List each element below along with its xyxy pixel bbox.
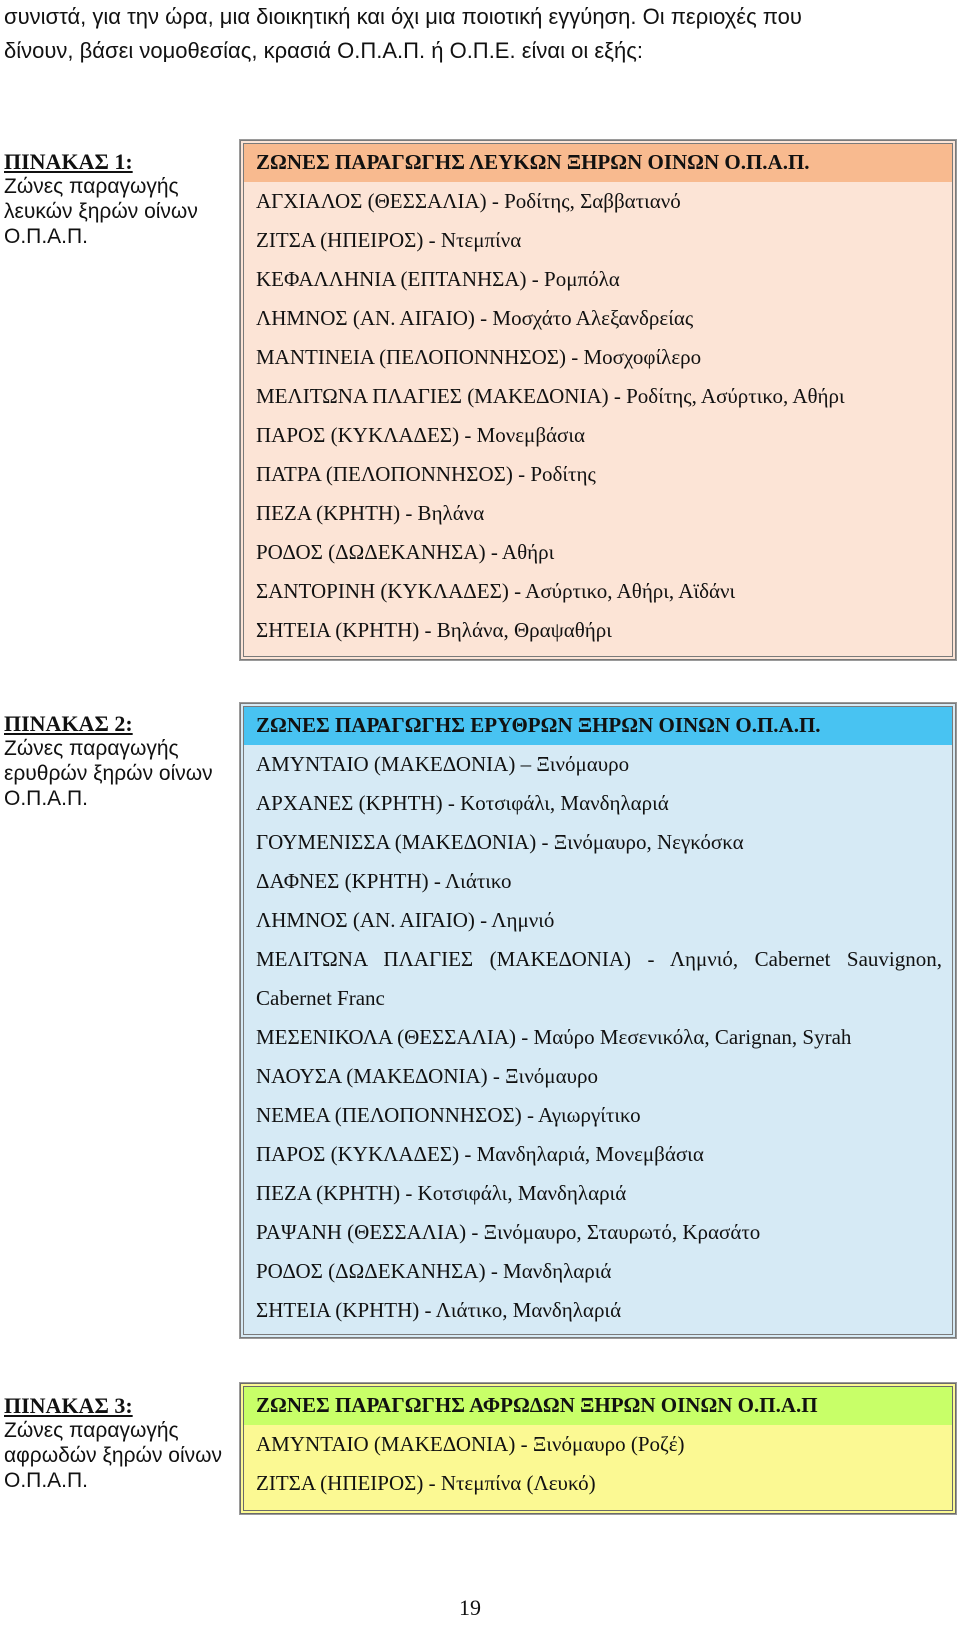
page-number: 19 xyxy=(459,1595,481,1620)
table-row: ΝΕΜΕΑ (ΠΕΛΟΠΟΝΝΗΣΟΣ) - Αγιωργίτικο xyxy=(256,1103,641,1127)
table-1-desc-line-1: Ζώνες παραγωγής xyxy=(4,175,179,198)
table-row: ΡΑΨΑΝΗ (ΘΕΣΣΑΛΙΑ) - Ξινόμαυρο, Σταυρωτό, Κρασάτο xyxy=(256,1220,761,1244)
table-2-number: ΠΙΝΑΚΑΣ 2: xyxy=(4,711,133,736)
table-row: ΠΑΤΡΑ (ΠΕΛΟΠΟΝΝΗΣΟΣ) - Ροδίτης xyxy=(256,462,596,486)
table-1-white-wines xyxy=(240,140,956,660)
table-2-desc-line-3: Ο.Π.Α.Π. xyxy=(4,787,89,810)
table-2-desc-line-2: ερυθρών ξηρών οίνων xyxy=(4,762,213,785)
table-row: ΑΜΥΝΤΑΙΟ (ΜΑΚΕΔΟΝΙΑ) - Ξινόμαυρο (Ροζέ) xyxy=(256,1432,685,1456)
table-1-number: ΠΙΝΑΚΑΣ 1: xyxy=(4,149,133,174)
table-row: ΖΙΤΣΑ (ΗΠΕΙΡΟΣ) - Ντεμπίνα (Λευκό) xyxy=(256,1471,596,1495)
table-row: ΣΗΤΕΙΑ (ΚΡΗΤΗ) - Λιάτικο, Μανδηλαριά xyxy=(256,1298,622,1322)
table-row: ΝΑΟΥΣΑ (ΜΑΚΕΔΟΝΙΑ) - Ξινόμαυρο xyxy=(256,1064,598,1088)
table-row: ΔΑΦΝΕΣ (ΚΡΗΤΗ) - Λιάτικο xyxy=(256,869,512,893)
table-row: ΣΗΤΕΙΑ (ΚΡΗΤΗ) - Βηλάνα, Θραψαθήρι xyxy=(256,618,612,642)
table-row: Cabernet Franc xyxy=(256,986,385,1010)
table-row: ΚΕΦΑΛΛΗΝΙΑ (ΕΠΤΑΝΗΣΑ) - Ρομπόλα xyxy=(256,267,620,291)
table-3-sparkling-wines xyxy=(240,1383,956,1514)
table-2-caption xyxy=(4,711,224,811)
table-row: ΑΓΧΙΑΛΟΣ (ΘΕΣΣΑΛΙΑ) - Ροδίτης, Σαββατιανό xyxy=(256,189,681,213)
table-row: ΑΜΥΝΤΑΙΟ (ΜΑΚΕΔΟΝΙΑ) – Ξινόμαυρο xyxy=(256,752,630,776)
intro-line-2: δίνουν, βάσει νομοθεσίας, κρασιά Ο.Π.Α.Π. ή Ο.Π.Ε. είναι οι εξής: xyxy=(4,38,643,63)
table-row: ΛΗΜΝΟΣ (ΑΝ. ΑΙΓΑΙΟ) - Μοσχάτο Αλεξανδρείας xyxy=(256,306,694,330)
table-3-desc-line-2: αφρωδών ξηρών οίνων xyxy=(4,1444,223,1467)
table-row: ΖΙΤΣΑ (ΗΠΕΙΡΟΣ) - Ντεμπίνα xyxy=(256,228,522,252)
table-3-desc-line-1: Ζώνες παραγωγής xyxy=(4,1419,179,1442)
table-3-number: ΠΙΝΑΚΑΣ 3: xyxy=(4,1393,133,1418)
table-1-caption xyxy=(4,149,224,249)
table-row: ΡΟΔΟΣ (ΔΩΔΕΚΑΝΗΣΑ) - Μανδηλαριά xyxy=(256,1259,612,1283)
table-3-desc-line-3: Ο.Π.Α.Π. xyxy=(4,1469,89,1492)
table-1-header: ΖΩΝΕΣ ΠΑΡΑΓΩΓΗΣ ΛΕΥΚΩΝ ΞΗΡΩΝ ΟΙΝΩΝ Ο.Π.Α.Π. xyxy=(244,144,952,182)
table-row: ΜΕΣΕΝΙΚΟΛΑ (ΘΕΣΣΑΛΙΑ) - Μαύρο Μεσενικόλα, Carignan, Syrah xyxy=(256,1025,852,1049)
table-row: ΠΑΡΟΣ (ΚΥΚΛΑΔΕΣ) - Μονεμβάσια xyxy=(256,423,585,447)
table-2-desc-line-1: Ζώνες παραγωγής xyxy=(4,737,179,760)
table-row: ΓΟΥΜΕΝΙΣΣΑ (ΜΑΚΕΔΟΝΙΑ) - Ξινόμαυρο, Νεγκόσκα xyxy=(256,830,744,854)
table-1-desc-line-2: λευκών ξηρών οίνων xyxy=(4,200,198,223)
table-row: ΠΕΖΑ (ΚΡΗΤΗ) - Κοτσιφάλι, Μανδηλαριά xyxy=(256,1181,627,1205)
table-row: ΜΕΛΙΤΩΝΑ ΠΛΑΓΙΕΣ (ΜΑΚΕΔΟΝΙΑ) - Ροδίτης, Ασύρτικο, Αθήρι xyxy=(256,384,845,408)
intro-paragraph xyxy=(4,0,954,68)
table-2-red-wines xyxy=(240,703,956,1338)
table-3-caption xyxy=(4,1393,224,1493)
table-row: ΑΡΧΑΝΕΣ (ΚΡΗΤΗ) - Κοτσιφάλι, Μανδηλαριά xyxy=(256,791,669,815)
table-1-desc-line-3: Ο.Π.Α.Π. xyxy=(4,225,89,248)
table-row: ΠΕΖΑ (ΚΡΗΤΗ) - Βηλάνα xyxy=(256,501,485,525)
table-row: ΜΕΛΙΤΩΝΑ ΠΛΑΓΙΕΣ (ΜΑΚΕΔΟΝΙΑ) - Λημνιό, Cabernet Sauvignon, xyxy=(256,947,942,971)
table-2-header: ΖΩΝΕΣ ΠΑΡΑΓΩΓΗΣ ΕΡΥΘΡΩΝ ΞΗΡΩΝ ΟΙΝΩΝ Ο.Π.Α.Π. xyxy=(244,707,952,745)
intro-line-1: συνιστά, για την ώρα, μια διοικητική και όχι μια ποιοτική εγγύηση. Οι περιοχές που xyxy=(4,4,802,29)
table-row: ΛΗΜΝΟΣ (ΑΝ. ΑΙΓΑΙΟ) - Λημνιό xyxy=(256,908,555,932)
table-row: ΠΑΡΟΣ (ΚΥΚΛΑΔΕΣ) - Μανδηλαριά, Μονεμβάσια xyxy=(256,1142,704,1166)
table-row: ΜΑΝΤΙΝΕΙΑ (ΠΕΛΟΠΟΝΝΗΣΟΣ) - Μοσχοφίλερο xyxy=(256,345,702,369)
table-row: ΡΟΔΟΣ (ΔΩΔΕΚΑΝΗΣΑ) - Αθήρι xyxy=(256,540,555,564)
table-row: ΣΑΝΤΟΡΙΝΗ (ΚΥΚΛΑΔΕΣ) - Ασύρτικο, Αθήρι, Αϊδάνι xyxy=(256,579,736,603)
table-3-header: ΖΩΝΕΣ ΠΑΡΑΓΩΓΗΣ ΑΦΡΩΔΩΝ ΞΗΡΩΝ ΟΙΝΩΝ Ο.Π.Α.Π xyxy=(244,1387,952,1425)
